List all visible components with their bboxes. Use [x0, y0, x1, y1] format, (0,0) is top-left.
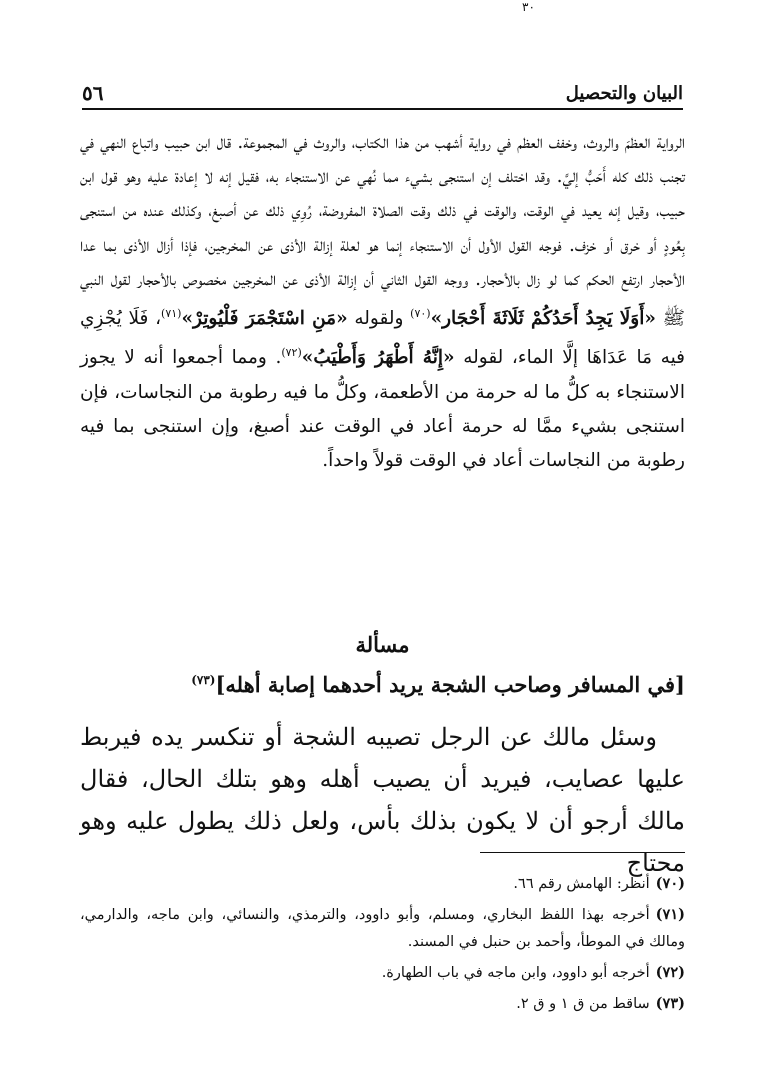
paragraph-text — [80, 126, 685, 478]
footnote-number: (٧٣) — [655, 995, 685, 1012]
footnote-item — [80, 901, 685, 956]
hadith-quote-3: «إِنَّهُ أَطْهَرُ وَأَطْيَبُ» — [301, 347, 455, 369]
page-header — [82, 78, 683, 110]
page-number: ٥٦ — [82, 81, 104, 105]
question-text: وسئل مالك عن الرجل تصيبه الشجة أو تنكسر يده فيربط عليها عصايب، فيريد أن يصيب أهله وهو بتلك الحال، فقال مالك أرجو أن لا يكون بذلك بأس، ولعل ذلك يطول عليه وهو محتاج — [80, 723, 685, 877]
hadith-quote-2: «مَنِ اسْتَجْمَرَ فَلْيُوتِرْ» — [181, 308, 348, 330]
footnote-ref-70: (٧٠) — [410, 307, 431, 321]
section-subtitle — [80, 672, 685, 697]
running-title: البيان والتحصيل — [565, 82, 683, 104]
text-run-3: ، فَلَا يُجْزِي فيه مَا عَدَاهَا إلَّا الماء، لقوله — [80, 308, 685, 369]
footnote-text: ساقط من ق ١ و ق ٢. — [516, 996, 650, 1012]
footnotes — [80, 870, 685, 1021]
hadith-quote-1: «أَوَلَا يَجِدُ أَحَدُكُمْ ثَلَاثَةَ أَحْجَار» — [430, 308, 656, 330]
footnote-ref-73: (٧٣) — [191, 673, 216, 687]
footnote-number: (٧٢) — [655, 964, 685, 981]
section-subtitle-text: [في المسافر وصاحب الشجة يريد أحدهما إصابة أهله] — [215, 672, 685, 697]
footnote-ref-71: (٧١) — [161, 307, 182, 321]
question-paragraph — [80, 716, 685, 884]
footnote-item — [80, 990, 685, 1018]
footnote-ref-72: (٧٢) — [281, 346, 302, 360]
footnote-item — [80, 959, 685, 987]
footnote-divider — [480, 852, 685, 853]
footnote-text: أخرجه بهذا اللفظ البخاري، ومسلم، وأبو داوود، والترمذي، والنسائي، وابن ماجه، والدارمي، ومالك في الموطأ، وأحمد بن حنبل في المسند. — [80, 907, 685, 950]
text-run-2: ولقوله — [354, 308, 404, 330]
section-heading: مسألة — [355, 632, 410, 657]
text-run-4: . ومما أجمعوا أنه لا يجوز الاستنجاء به كلُّ ما له حرمة من الأطعمة، وكلُّ ما فيه رطوبة من النجاسات، فإن استنجى بشيء ممَّا له حرمة أعاد في الوقت عند أصبغ، وإن استنجى بما فيه رطوبة من النجاسات أعاد في الوقت قولاً واحداً. — [80, 347, 685, 472]
footnote-number: (٧٠) — [655, 875, 685, 892]
top-mark: ٣٠ — [522, 0, 535, 14]
text-run-1: الرواية العظمَ والروث، وخفف العظم في رواية أشهب من هذا الكتاب، والروث في المجموعة. قال ابن حبيب واتباع النهي في تجنب ذلك كله أَحَبُّ إليَّ. وقد اختلف إن استنجى بشيء مما نُهي عن الاستنجاء به، فقيل إنه لا إعادة عليه وهو قول ابن حبيب، وقيل إنه يعيد في الوقت، والوقت في ذلك وقت الصلاة المفروضة، رُوِي ذلك عن أصبغ، وكذلك عنده من استنجى بِعُودٍ أو خرق أو خزف. فوجه القول الأول أن الاستنجاء إنما هو لعلة إزالة الأذى عن المخرجين، فإذا أزال الأذى بما عدا الأحجار ارتفع الحكم كما لو زال بالأحجار. ووجه القول الثاني أن إزالة الأذى عن المخرجين مخصوص بالأحجار لقول النبي ﷺ — [80, 132, 685, 330]
footnote-text: أخرجه أبو داوود، وابن ماجه في باب الطهارة. — [381, 965, 650, 981]
footnote-number: (٧١) — [655, 906, 685, 923]
footnote-text: أنظر: الهامش رقم ٦٦. — [513, 876, 650, 892]
footnote-item — [80, 870, 685, 898]
main-paragraph — [80, 126, 685, 478]
